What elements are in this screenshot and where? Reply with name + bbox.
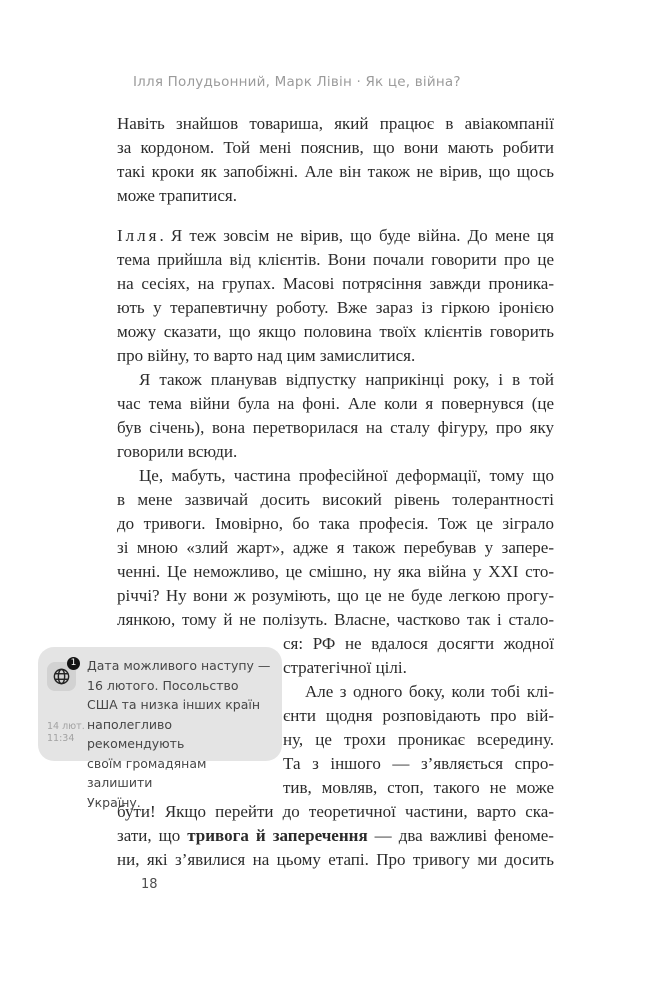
text-line: Та з іншого — з’являється спро- [283, 754, 554, 773]
text-line: бути! Якщо перейти до теоретичної частини, варто ска- [117, 802, 554, 821]
paragraph [117, 368, 554, 464]
text-line: ну, це трохи проникає всередину. [283, 730, 554, 749]
text-line: зати, що тривога й заперечення — два важливі феноме- [117, 826, 554, 845]
text-line: своїм громадянам залишити [87, 755, 207, 790]
text-line: Навіть знайшов товариша, який працює в авіакомпанії [117, 114, 554, 133]
paragraph [117, 112, 554, 208]
note-timestamp [47, 721, 85, 745]
text-line: час тема війни була на фоні. Але коли я повернувся (це [117, 394, 554, 413]
text-line: в мене зазвичай досить високий рівень толерантності [117, 490, 554, 509]
text-wrap-section [47, 632, 554, 810]
text-line: лянкою, тому й не полізуть. Власне, частково так і стало- [117, 610, 554, 629]
text-line: ни, які з’явилися на цьому етапі. Про тривогу ми досить [117, 850, 554, 869]
text-line: був січень), вона перетворилася на сталу фігуру, про яку [117, 418, 554, 437]
note-text [87, 656, 273, 812]
text-line: Ілля. Я теж зовсім не вірив, що буде війна. До мене ця [117, 226, 554, 245]
text-line: тив, мовляв, стоп, такого не може [283, 778, 554, 797]
globe-icon [47, 658, 77, 691]
chat-note-bubble [38, 647, 282, 810]
note-date: 14 лют. [47, 721, 85, 732]
text-line: говорили всюди. [117, 442, 238, 461]
text-line: Я також планував відпустку наприкінці року, і в той [139, 370, 554, 389]
text-line: на сесіях, на групах. Масові потрясіння завжди проника- [117, 274, 554, 293]
text-line: стратегічної цілі. [283, 658, 407, 677]
text-line: ють у терапевтичну роботу. Вже зараз із гіркою іронією [117, 298, 554, 317]
running-header: Ілля Полудьонний, Марк Лівін · Як це, війна? [133, 74, 461, 90]
note-time: 11:34 [47, 733, 75, 744]
text-line: зі мною «злий жарт», адже я також перебував у запере- [117, 538, 554, 557]
notification-badge: 1 [67, 657, 80, 670]
paragraph [283, 680, 554, 800]
text-line: такі кроки як запобіжні. Але він також не вірив, що щось [117, 162, 554, 181]
text-line: може трапитися. [117, 186, 237, 205]
text-line: 16 лютого. Посольство [87, 677, 239, 693]
page-number: 18 [141, 877, 158, 892]
body-text [47, 112, 554, 872]
text-line: про війну, то варто над цим замислитися. [117, 346, 416, 365]
text-line: Це, мабуть, частина професійної деформації, тому що [139, 466, 554, 485]
text-line: Україну. [87, 794, 141, 810]
text-line: тема прийшла від клієнтів. Вони почали говорити про це [117, 250, 554, 269]
paragraph [283, 632, 554, 680]
text-line: можу сказати, що якщо половина твоїх клієнтів говорить [117, 322, 554, 341]
paragraph [117, 224, 554, 368]
text-line: річчі? Ну вони ж розуміють, що це не буде легкою прогу- [117, 586, 554, 605]
wrapped-text-column [283, 632, 554, 800]
text-line: наполегливо рекомендують [87, 716, 185, 751]
text-line: за кордоном. Той мені пояснив, що вони мають робити [117, 138, 554, 157]
text-line: єнти щодня розповідають про вій- [283, 706, 554, 725]
text-line: Дата можливого наступу — [87, 658, 271, 673]
paragraph [117, 464, 554, 632]
text-line: Але з одного боку, коли тобі клі- [305, 682, 554, 701]
text-line: США та низка інших країн [87, 697, 261, 712]
text-line: ченні. Це неможливо, це смішно, ну яка війна у XXI сто- [117, 562, 554, 581]
text-line: ся: РФ не вдалося досягти жодної [283, 634, 554, 653]
paragraph-gap [117, 208, 554, 224]
text-line: до тривоги. Імовірно, бо така професія. Тож це зіграло [117, 514, 554, 533]
